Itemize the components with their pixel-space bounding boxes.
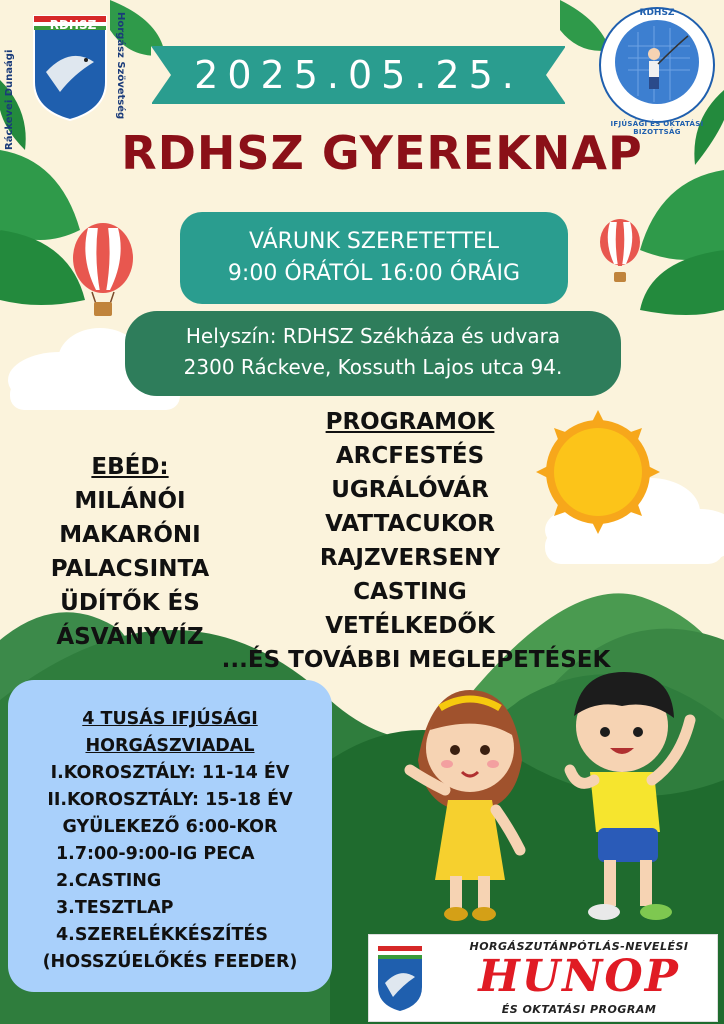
date-ribbon [152,46,565,104]
hunop-top-text: HORGÁSZUTÁNPÓTLÁS-NEVELÉSI [469,940,689,953]
contest-step: 4.SZERELÉKKÉSZÍTÉS [56,925,268,945]
contest-line: II.KOROSZTÁLY: 15-18 ÉV [47,790,293,810]
program-item: VETÉLKEDŐK [325,613,495,639]
contest-heading-2: HORGÁSZVIADAL [85,736,255,756]
youth-logo-abbr: RDHSZ [639,8,675,18]
programs-heading: PROGRAMOK [325,409,495,435]
lunch-item: ÜDÍTŐK ÉS [60,590,200,616]
hunop-shield-icon [375,943,425,1013]
venue-pill [125,311,621,396]
contest-step: 3.TESZTLAP [56,898,174,918]
venue-line-1: Helyszín: RDHSZ Székháza és udvara [185,324,561,348]
contest-step: 2.CASTING [56,871,162,891]
venue-address: 2300 Ráckeve, Kossuth Lajos utca 94. [183,355,563,379]
hot-air-balloon-left-icon [73,223,133,316]
rdhsz-logo-abbr: RDHSZ [49,18,97,32]
fishing-contest-box [8,680,332,992]
hunop-bottom-text: ÉS OKTATÁSI PROGRAM [501,1003,657,1016]
event-title: RDHSZ GYEREKNAP [121,126,643,180]
contest-line: I.KOROSZTÁLY: 11-14 ÉV [50,763,290,783]
contest-step: 1.7:00-9:00-IG PECA [56,844,255,864]
contest-heading-1: 4 TUSÁS IFJÚSÁGI [82,709,258,729]
hunop-banner [368,934,718,1022]
programs-section [200,405,620,677]
rdhsz-logo-arc-right: Horgász Szövetség [115,12,126,120]
lunch-item: PALACSINTA [50,556,210,582]
program-item: VATTACUKOR [325,511,495,537]
program-item: RAJZVERSENY [319,545,501,571]
event-date: 2025.05.25. [194,53,523,97]
contest-note: (HOSSZÚELŐKÉS FEEDER) [42,952,298,972]
program-item: CASTING [353,579,467,605]
hot-air-balloon-right-icon [600,219,640,282]
youth-logo-arc: IFJÚSÁGI ÉS OKTATÁSI BIZOTTSÁG [610,120,704,136]
welcome-hours: 9:00 ÓRÁTÓL 16:00 ÓRÁIG [227,261,521,286]
program-item: UGRÁLÓVÁR [331,477,489,503]
lunch-heading: EBÉD: [91,454,169,480]
program-item: ARCFESTÉS [335,443,485,469]
lunch-item: MILÁNÓI MAKARÓNI [59,488,201,548]
welcome-line-1: VÁRUNK SZERETETTEL [248,229,500,254]
lunch-item: ÁSVÁNYVÍZ [56,624,204,650]
contest-line: GYÜLEKEZŐ 6:00-KOR [62,817,278,837]
rdhsz-logo-arc-left: Ráckevei Dunaági [4,49,15,150]
youth-committee-logo [598,6,716,124]
welcome-pill [180,212,568,304]
programs-extra: ...ÉS TOVÁBBI MEGLEPETÉSEK [221,647,611,673]
hunop-title: HUNOP [478,951,680,1002]
